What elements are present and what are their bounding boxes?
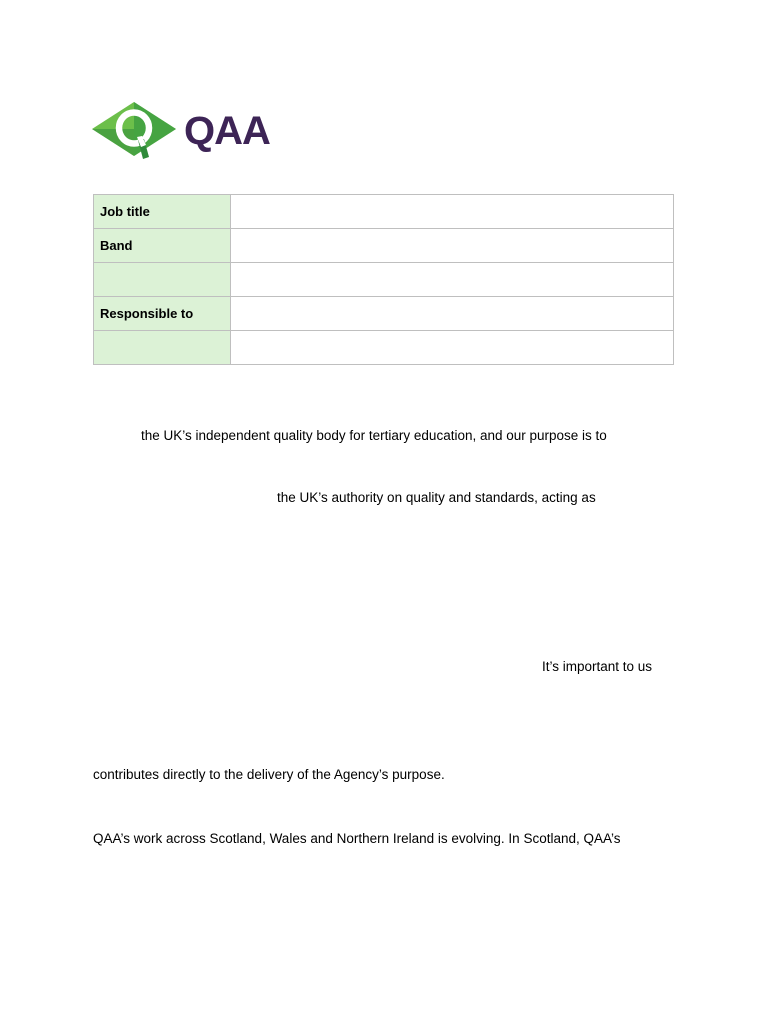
- table-row: [94, 263, 674, 297]
- band-value: [231, 229, 674, 263]
- table-row: [94, 331, 674, 365]
- row5-value: [231, 331, 674, 365]
- body-text-line: the UK’s independent quality body for tertiary education, and our purpose is to: [141, 428, 607, 443]
- row3-label: [94, 263, 231, 297]
- qaa-logo: [92, 101, 282, 165]
- row3-value: [231, 263, 674, 297]
- logo-wordmark: QAA: [184, 109, 270, 153]
- body-text-line: the UK’s authority on quality and standards, acting as: [277, 490, 596, 505]
- body-text-line: contributes directly to the delivery of the Agency’s purpose.: [93, 767, 445, 782]
- body-text-line: It’s important to us: [542, 659, 653, 674]
- band-label: Band: [94, 229, 231, 263]
- table-row: [94, 195, 674, 229]
- table-row: [94, 297, 674, 331]
- job-details-table: [93, 194, 674, 365]
- job-title-value: [231, 195, 674, 229]
- body-text-line: QAA’s work across Scotland, Wales and Northern Ireland is evolving. In Scotland, QAA’s: [93, 831, 621, 846]
- qaa-logo-icon: [92, 101, 282, 165]
- row5-label: [94, 331, 231, 365]
- responsible-to-label: Responsible to: [94, 297, 231, 331]
- responsible-to-value: [231, 297, 674, 331]
- table-row: [94, 229, 674, 263]
- job-title-label: Job title: [94, 195, 231, 229]
